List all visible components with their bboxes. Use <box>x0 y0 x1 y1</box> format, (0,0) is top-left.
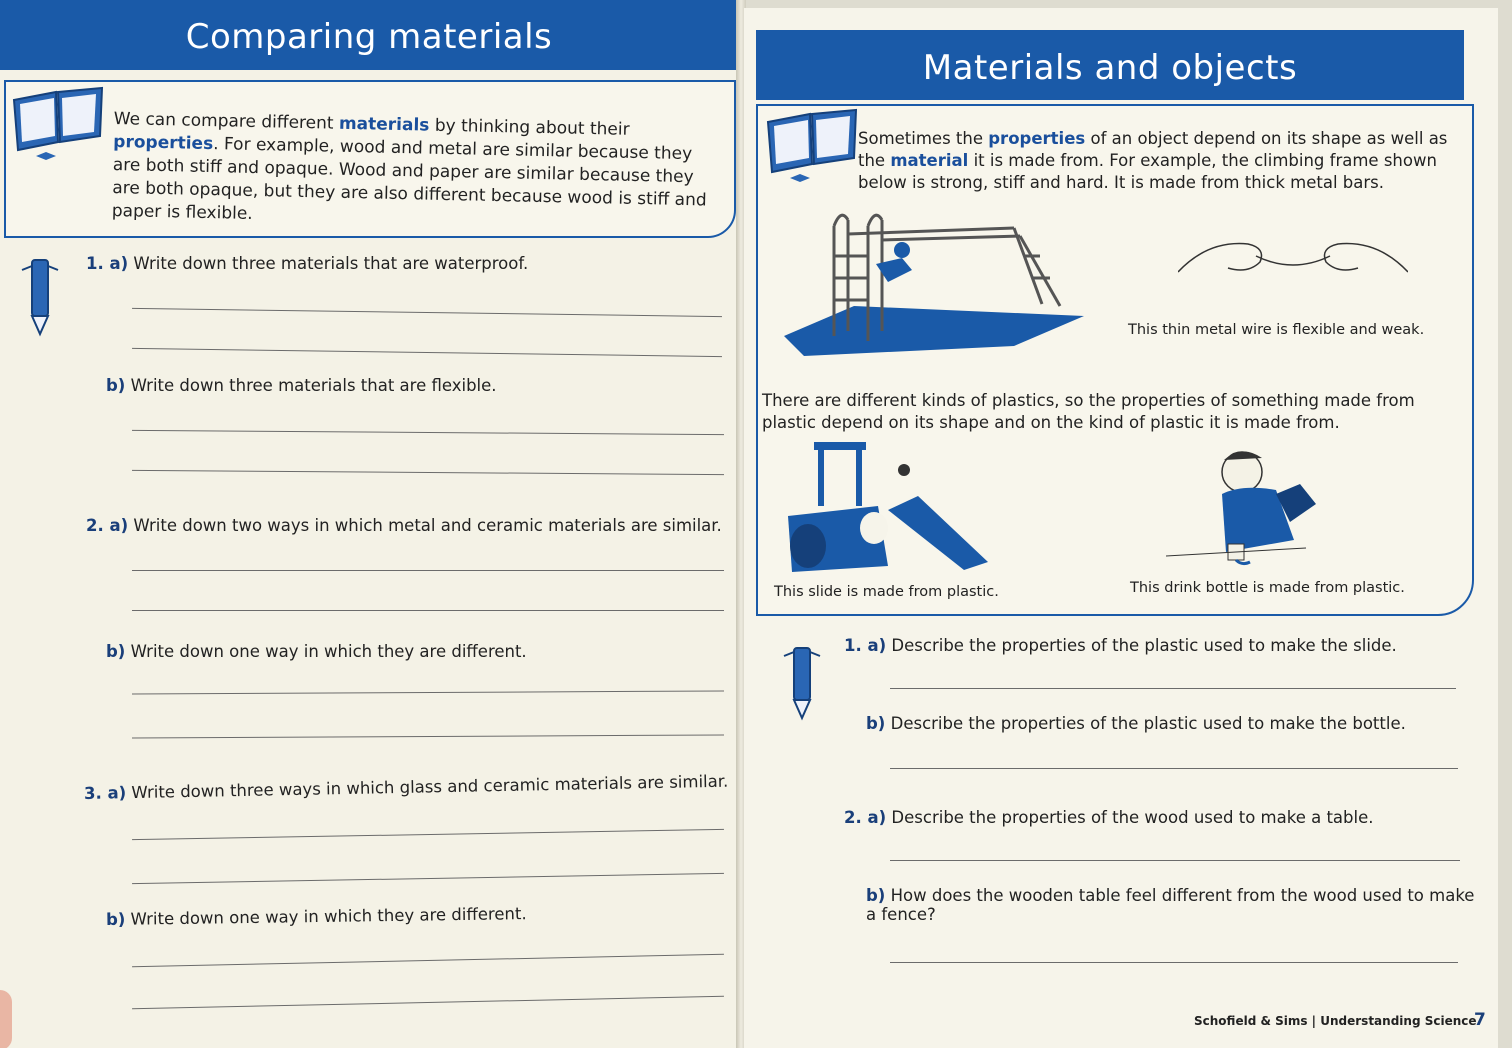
page-number: 7 <box>1474 1010 1486 1030</box>
pencil-icon <box>780 642 824 726</box>
answer-line[interactable] <box>132 470 724 475</box>
answer-line[interactable] <box>132 829 724 840</box>
bottle-illustration <box>1166 444 1346 574</box>
answer-line[interactable] <box>132 873 724 884</box>
keyword-material: material <box>890 151 969 170</box>
slide-illustration <box>778 436 1008 576</box>
answer-line[interactable] <box>132 734 724 738</box>
question-r2a: 2. a) Describe the properties of the wood used to make a table. <box>844 808 1374 827</box>
answer-line[interactable] <box>890 688 1456 689</box>
answer-line[interactable] <box>890 768 1458 769</box>
bottle-caption: This drink bottle is made from plastic. <box>1130 580 1405 596</box>
answer-line[interactable] <box>132 348 722 357</box>
answer-line[interactable] <box>132 308 722 317</box>
book-icon <box>6 78 110 162</box>
slide-caption: This slide is made from plastic. <box>774 584 999 600</box>
left-intro-box <box>4 80 736 238</box>
answer-line[interactable] <box>132 690 724 694</box>
answer-line[interactable] <box>132 954 724 967</box>
pencil-icon <box>18 254 62 342</box>
keyword-materials: materials <box>338 113 430 136</box>
climbing-frame-illustration <box>784 206 1094 356</box>
book-icon <box>760 100 864 184</box>
finger <box>0 990 12 1048</box>
right-page-title: Materials and objects <box>756 30 1464 100</box>
footer-publisher: Schofield & Sims | Understanding Science <box>1194 1014 1477 1028</box>
left-intro-text: We can compare different materials by thinking about their properties. For example, wood and metal are similar because they are both stiff and opaque. Wood and paper are similar because they are both opaque, but they are also different because wood is stiff and paper is flexible. <box>111 108 707 224</box>
keyword-properties: properties <box>988 129 1086 148</box>
question-3a: 3. a) Write down three ways in which glass and ceramic materials are similar. <box>83 771 729 803</box>
answer-line[interactable] <box>132 610 724 611</box>
left-page-title: Comparing materials <box>0 0 738 70</box>
question-1a: 1. a) Write down three materials that are waterproof. <box>86 254 529 273</box>
metal-wire-illustration <box>1178 222 1408 302</box>
left-page <box>0 0 738 1048</box>
keyword-properties: properties <box>113 131 214 155</box>
question-r2b: b) How does the wooden table feel different from the wood used to make a fence? <box>866 886 1475 924</box>
plastics-text: There are different kinds of plastics, so the properties of something made from plastic depend on its shape and on the kind of plastic it is made from. <box>762 391 1415 432</box>
question-3b: b) Write down one way in which they are different. <box>105 904 527 929</box>
question-r1b: b) Describe the properties of the plastic used to make the bottle. <box>866 714 1406 733</box>
question-1b: b) Write down three materials that are flexible. <box>106 376 497 395</box>
right-intro-text: Sometimes the properties of an object depend on its shape as well as the material it is made from. For example, the climbing frame shown below is strong, stiff and hard. It is made from thick metal bars. <box>858 129 1448 192</box>
answer-line[interactable] <box>890 860 1460 861</box>
question-r1a: 1. a) Describe the properties of the plastic used to make the slide. <box>844 636 1397 655</box>
question-2a: 2. a) Write down two ways in which metal and ceramic materials are similar. <box>86 516 722 535</box>
answer-line[interactable] <box>890 962 1458 963</box>
answer-line[interactable] <box>132 430 724 435</box>
wire-caption: This thin metal wire is flexible and weak. <box>1128 322 1425 338</box>
right-page <box>744 8 1498 1048</box>
answer-line[interactable] <box>132 996 724 1009</box>
answer-line[interactable] <box>132 570 724 571</box>
question-2b: b) Write down one way in which they are different. <box>106 642 527 661</box>
